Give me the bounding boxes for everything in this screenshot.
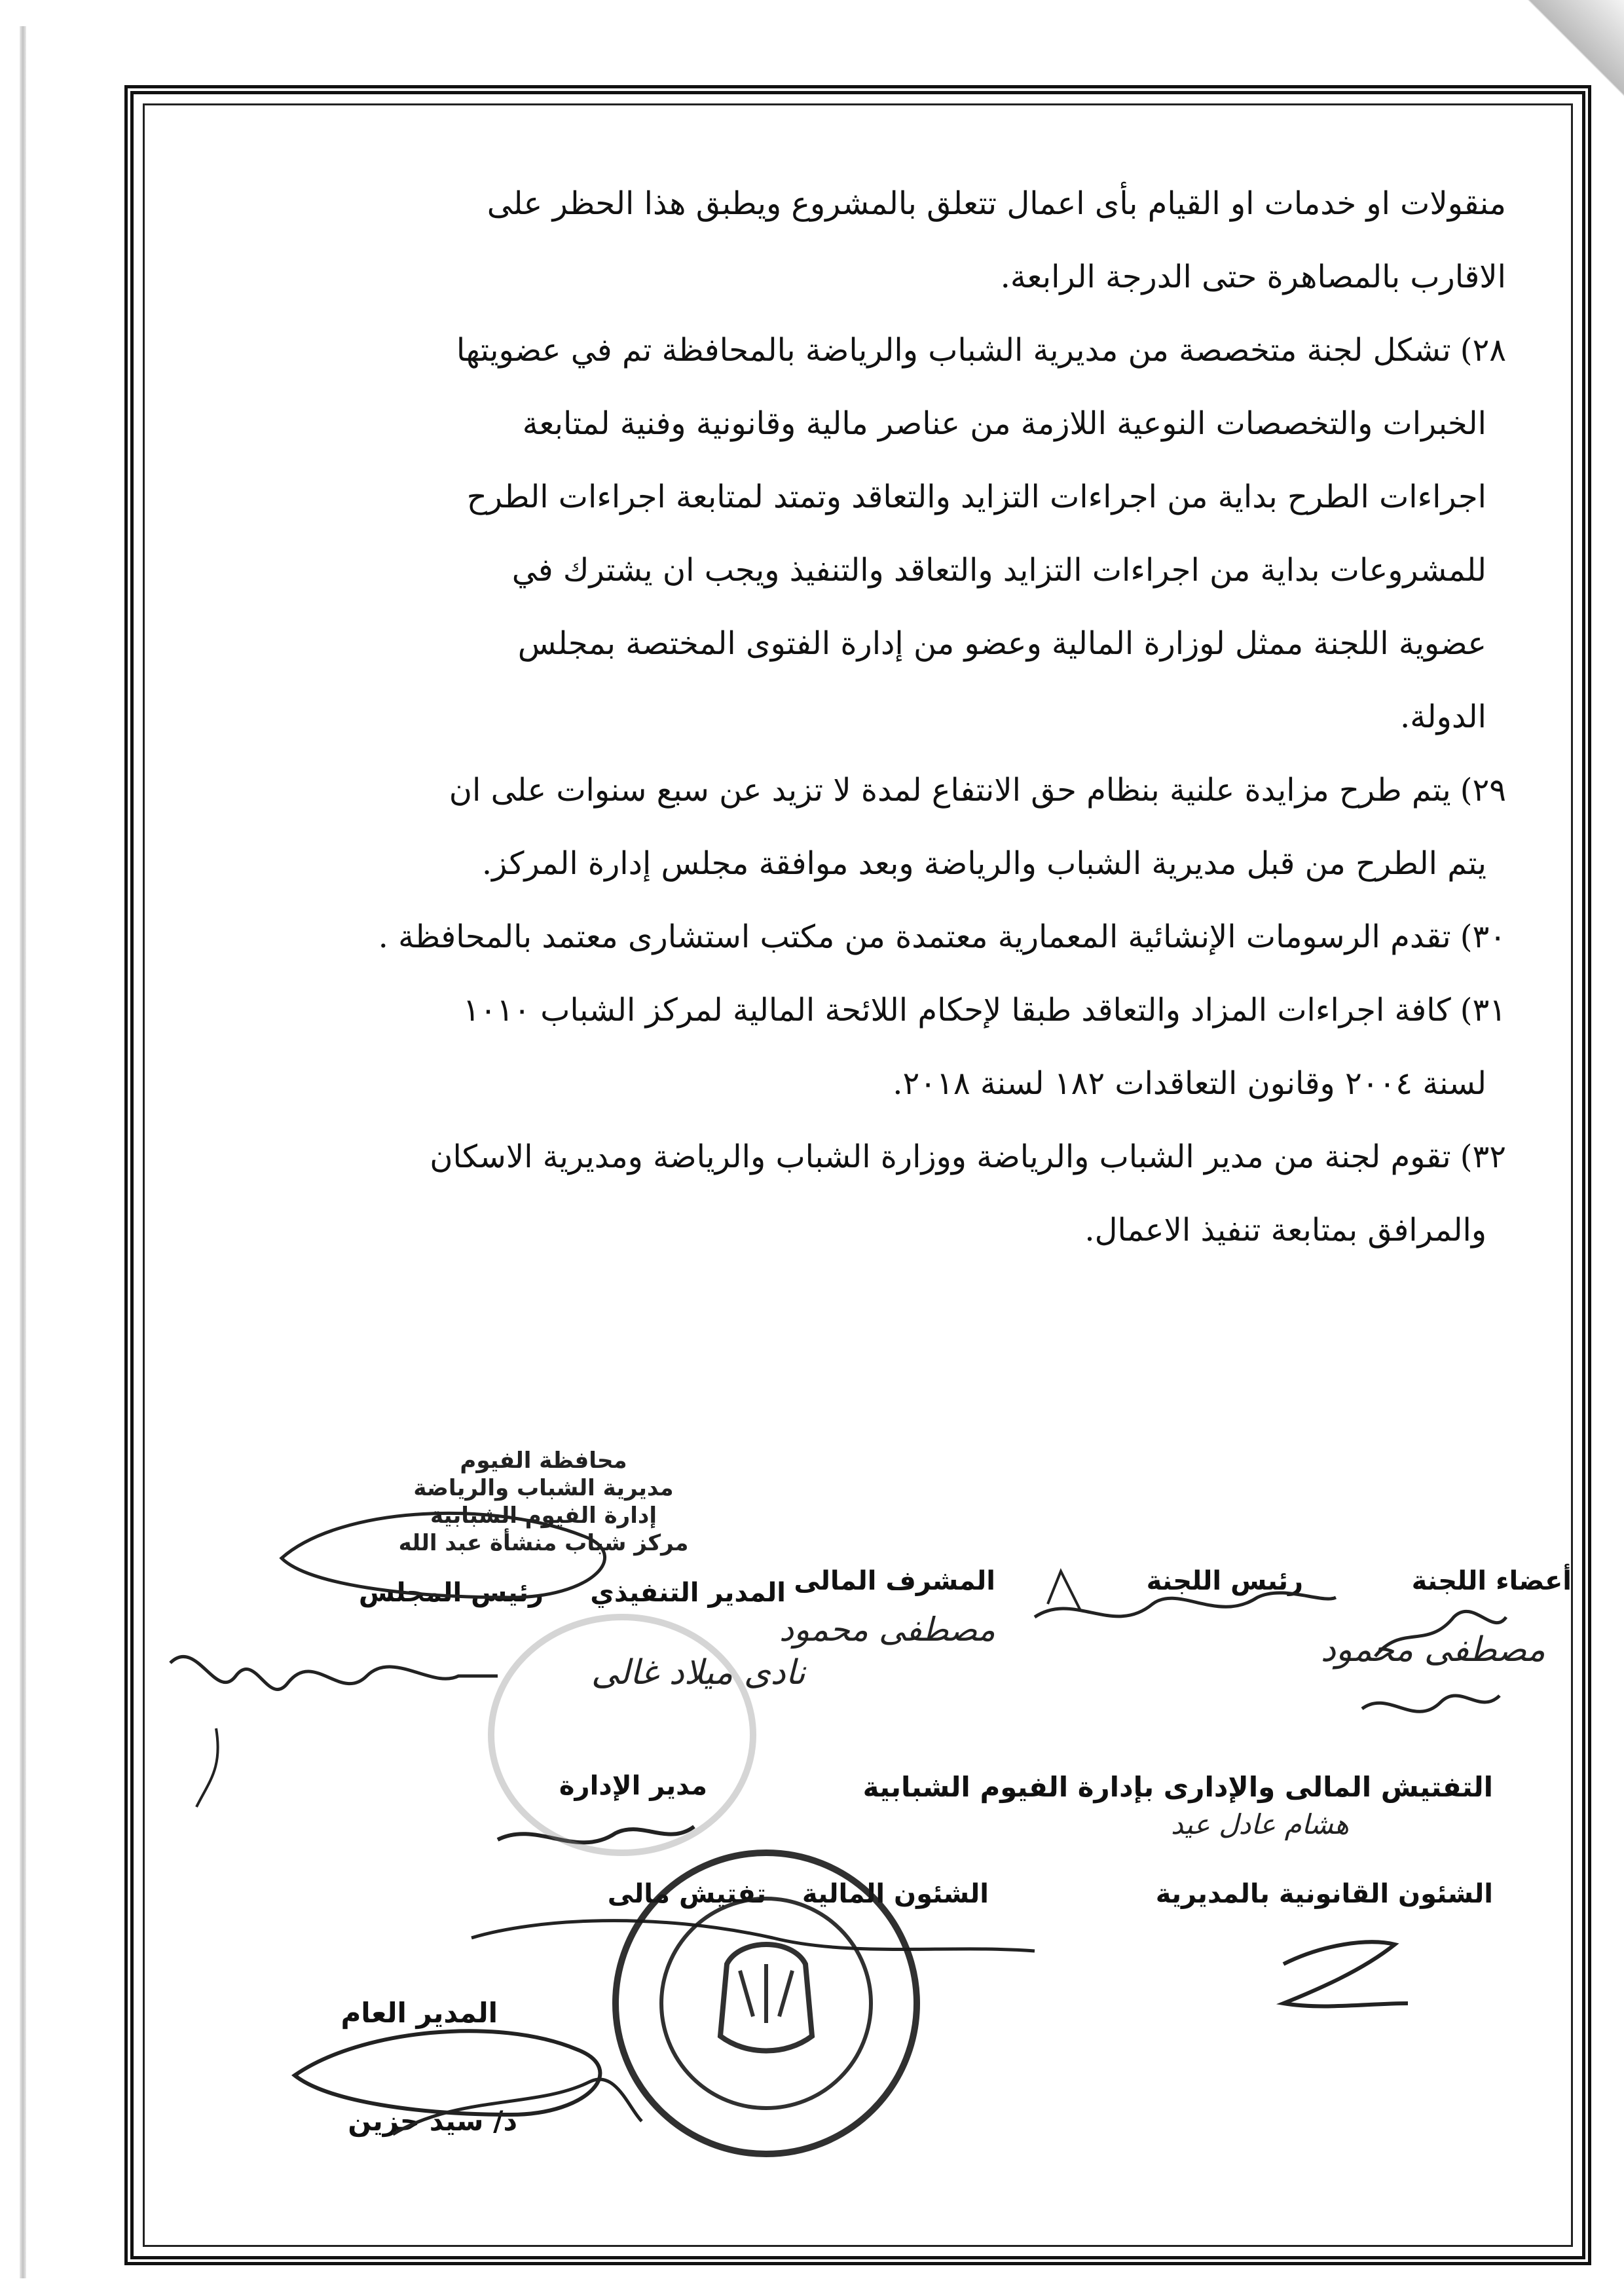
line-text: يتم طرح مزايدة علنية بنظام حق الانتفاع لمدة لا تزيد عن سبع سنوات على ان xyxy=(449,772,1451,809)
line-text: تقدم الرسومات الإنشائية المعمارية معتمدة من مكتب استشارى معتمد بالمحافظة . xyxy=(378,919,1451,955)
label-financial-inspection: تفتيش مالى xyxy=(607,1879,766,1909)
signature-scribble-left xyxy=(170,1656,498,1689)
signature-stroke-left-tail xyxy=(196,1728,218,1807)
label-committee-head: رئيس اللجنة xyxy=(1146,1566,1303,1596)
stamp-line-directorate: مديرية الشباب والرياضة xyxy=(413,1475,674,1501)
signature-inspection: هشام عادل عيد xyxy=(1171,1808,1349,1840)
label-financial-affairs: الشئون المالية xyxy=(802,1879,989,1909)
signature-scribble-board-head xyxy=(282,1513,605,1597)
clause-number: ٣١) xyxy=(1460,992,1506,1029)
line-text: منقولات او خدمات او القيام بأى اعمال تتعلق بالمشروع ويطبق هذا الحظر على xyxy=(487,185,1506,222)
line-text: الدولة. xyxy=(1400,699,1486,735)
label-executive-director: المدير التنفيذي xyxy=(590,1578,786,1608)
line-text: تقوم لجنة من مدير الشباب والرياضة ووزارة الشباب والرياضة ومديرية الاسكان xyxy=(430,1139,1451,1175)
signature-executive-director: نادى ميلاد غالى xyxy=(591,1653,805,1692)
label-financial-admin-inspection: التفتيش المالى والإدارى بإدارة الفيوم الشبابية xyxy=(862,1771,1493,1803)
label-committee-members: أعضاء اللجنة xyxy=(1411,1566,1572,1596)
line-text: اجراءات الطرح بداية من اجراءات التزايد والتعاقد وتمتد لمتابعة اجراءات الطرح xyxy=(466,479,1486,515)
signature-scribble-member-2 xyxy=(1362,1696,1500,1711)
signature-stroke-committee-head-mark xyxy=(1048,1571,1080,1611)
clause-number: ٢٨) xyxy=(1460,332,1506,369)
line-text: كافة اجراءات المزاد والتعاقد طبقا لإحكام اللائحة المالية لمركز الشباب ١٠١٠ xyxy=(462,992,1451,1029)
signature-scribble-admin-director xyxy=(498,1827,694,1842)
signature-scribble-general-director xyxy=(295,2031,600,2115)
label-legal-affairs: الشئون القانونية بالمديرية xyxy=(1155,1879,1493,1909)
stamp-line-center: مركز شباب منشأة عبد الله xyxy=(398,1530,689,1556)
line-text: عضوية اللجنة ممثل لوزارة المالية وعضو من إدارة الفتوى المختصة بمجلس xyxy=(517,625,1486,662)
stamp-line-administration: إدارة الفيوم الشبابية xyxy=(430,1503,657,1529)
label-general-director: المدير العام xyxy=(341,1997,498,2029)
signature-scribble-member-1 xyxy=(1375,1611,1506,1656)
label-admin-director: مدير الإدارة xyxy=(559,1771,707,1801)
line-text: الخبرات والتخصصات النوعية اللازمة من عناصر مالية وقانونية وفنية لمتابعة xyxy=(522,405,1486,442)
faded-stamp-seal xyxy=(491,1617,753,1853)
clause-number: ٣٠) xyxy=(1460,919,1506,955)
official-round-seal xyxy=(616,1853,917,2154)
stamp-line-governorate: محافظة الفيوم xyxy=(460,1448,627,1474)
line-text: تشكل لجنة متخصصة من مديرية الشباب والرياضة بالمحافظة تم في عضويتها xyxy=(456,332,1451,369)
signature-stroke-general-director-tail xyxy=(393,2079,642,2134)
signature-committee-member: مصطفى محمود xyxy=(1320,1630,1545,1669)
general-director-name: د/ سيد حزين xyxy=(348,2105,517,2137)
label-board-head: رئيس المجلس xyxy=(358,1578,544,1608)
signature-scribble-committee-head xyxy=(1035,1593,1336,1617)
clause-number: ٣٢) xyxy=(1460,1139,1506,1175)
line-text: للمشروعات بداية من اجراءات التزايد والتعاقد والتنفيذ ويجب ان يشترك في xyxy=(511,552,1486,589)
line-text: لسنة ٢٠٠٤ وقانون التعاقدات ١٨٢ لسنة ٢٠١٨. xyxy=(893,1065,1486,1102)
line-text: والمرافق بمتابعة تنفيذ الاعمال. xyxy=(1084,1212,1486,1248)
signature-scribble-legal-affairs xyxy=(1283,1942,1408,2006)
label-financial-supervisor: المشرف المالى xyxy=(794,1566,995,1596)
signature-financial-supervisor: مصطفى محمود xyxy=(779,1611,995,1649)
line-text: الاقارب بالمصاهرة حتى الدرجة الرابعة. xyxy=(1000,259,1506,295)
clause-number: ٢٩) xyxy=(1460,772,1506,809)
line-text: يتم الطرح من قبل مديرية الشباب والرياضة وبعد موافقة مجلس إدارة المركز. xyxy=(481,845,1486,882)
